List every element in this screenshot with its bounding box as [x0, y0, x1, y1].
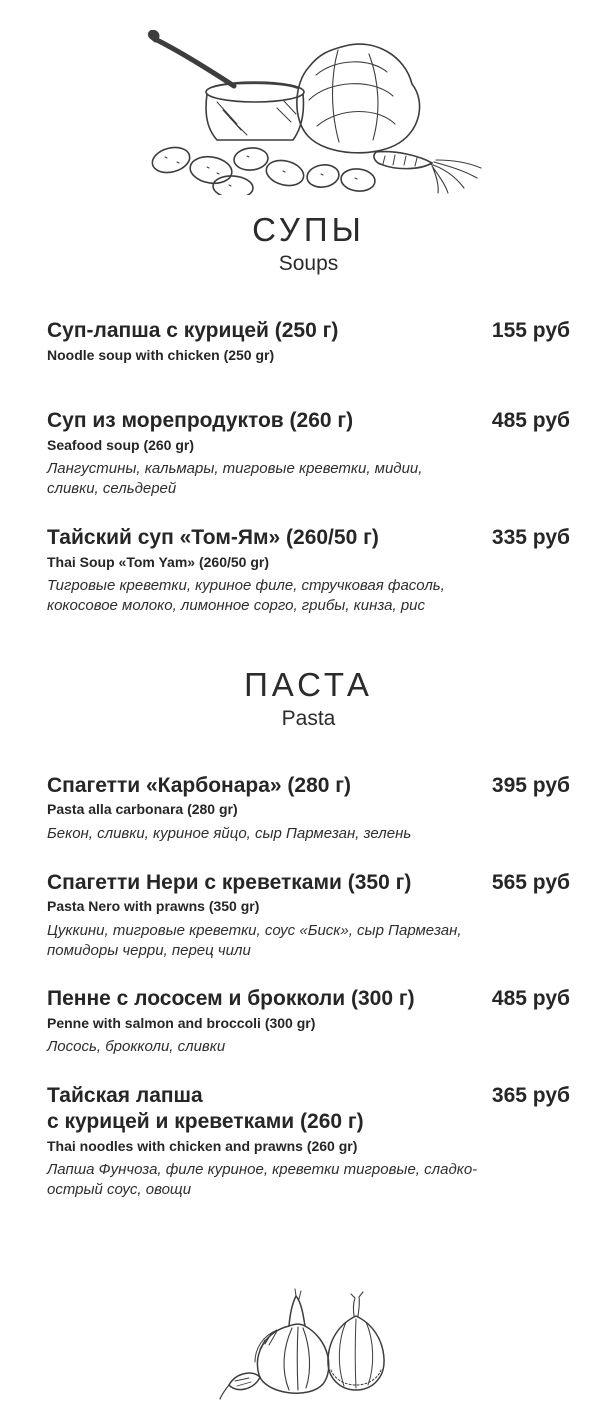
menu-content — [0, 211, 615, 1200]
item-name-english: Pasta alla carbonara (280 gr) — [47, 801, 238, 818]
garlic-stem — [289, 1296, 305, 1326]
menu-item-carbonara — [47, 773, 570, 844]
item-name-english: Pasta Nero with prawns (350 gr) — [47, 898, 260, 915]
item-ingredients: Лосось, брокколи, сливки — [47, 1038, 226, 1056]
item-name-english: Thai noodles with chicken and prawns (260 gr) — [47, 1137, 358, 1154]
section-title-soups: СУПЫ — [252, 211, 365, 248]
section-pasta — [47, 666, 570, 1200]
item-name: Тайская лапша — [47, 1084, 203, 1108]
menu-item-noodle-soup — [47, 318, 570, 364]
carrot — [373, 152, 431, 169]
item-price: 365 руб — [491, 1084, 570, 1108]
garlic-onion-illustration — [213, 1282, 403, 1417]
section-subtitle-pasta: Pasta — [281, 706, 336, 730]
item-price: 485 руб — [491, 409, 570, 433]
item-name-english: Thai Soup «Tom Yam» (260/50 gr) — [47, 553, 269, 570]
cabbage — [296, 44, 419, 153]
item-ingredients: Цуккини, тигровые креветки, соус «Биск», сыр Пармезан, помидоры черри, перец чили — [47, 921, 462, 959]
item-ingredients: Лапша Фунчоза, филе куриное, креветки тигровые, сладко-острый соус, овощи — [47, 1161, 478, 1198]
item-name-english: Penne with salmon and broccoli (300 gr) — [47, 1014, 316, 1031]
item-name: Спагетти «Карбонара» (280 г) — [47, 773, 352, 797]
potato — [305, 163, 340, 189]
item-name-english: Seafood soup (260 gr) — [47, 436, 195, 453]
item-price: 565 руб — [491, 870, 570, 894]
soup-ingredients-illustration — [133, 30, 483, 195]
menu-item-tom-yam — [47, 525, 570, 616]
item-name: Суп-лапша с курицей (250 г) — [47, 319, 339, 343]
item-name: Пенне с лососем и брокколи (300 г) — [47, 987, 415, 1011]
pot-body — [206, 94, 303, 140]
item-ingredients: Лангустины, кальмары, тигровые креветки, мидии, сливки, сельдерей — [47, 460, 423, 498]
garlic-clove — [229, 1373, 260, 1390]
garlic-bulb — [257, 1324, 328, 1393]
pot-handle — [155, 39, 234, 86]
item-name: Суп из морепродуктов (260 г) — [47, 409, 354, 433]
menu-item-seafood-soup — [47, 408, 570, 499]
menu-page — [0, 30, 615, 1383]
menu-item-penne-salmon — [47, 986, 570, 1057]
soups-items — [47, 318, 570, 616]
item-price: 395 руб — [491, 773, 570, 797]
carrot-greens — [430, 160, 481, 193]
potato — [212, 175, 253, 195]
item-name-line2: с курицей и креветками (260 г) — [47, 1109, 364, 1133]
potato — [263, 157, 306, 189]
item-name: Тайский суп «Том-Ям» (260/50 г) — [47, 525, 379, 549]
section-soups — [47, 211, 570, 616]
item-name: Спагетти Нери с креветками (350 г) — [47, 870, 412, 894]
item-name-english: Noodle soup with chicken (250 gr) — [47, 346, 275, 363]
item-price: 155 руб — [491, 319, 570, 343]
potato — [339, 167, 375, 192]
pasta-items — [47, 773, 570, 1200]
section-subtitle-soups: Soups — [278, 251, 339, 275]
potato — [233, 147, 269, 172]
potato — [188, 154, 234, 186]
item-price: 485 руб — [491, 987, 570, 1011]
item-ingredients: Тигровые креветки, куриное филе, стручковая фасоль, кокосовое молоко, лимонное сорго, грибы, кинза, рис — [47, 577, 445, 614]
potato — [149, 144, 192, 176]
section-title-pasta: ПАСТА — [244, 665, 373, 703]
menu-item-pasta-nero — [47, 870, 570, 961]
item-price: 335 руб — [491, 525, 570, 549]
menu-item-thai-noodles — [47, 1083, 570, 1199]
item-ingredients: Бекон, сливки, куриное яйцо, сыр Пармезан, зелень — [47, 824, 412, 842]
